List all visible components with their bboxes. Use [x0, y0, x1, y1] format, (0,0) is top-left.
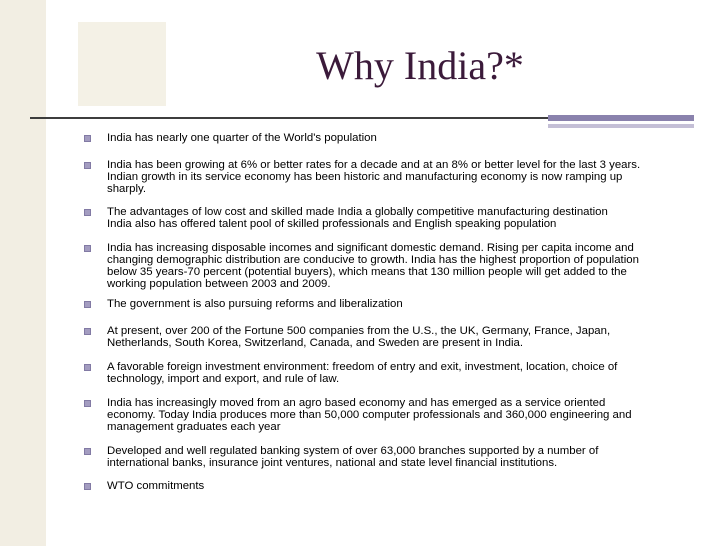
- bullet-text: India has increasing disposable incomes and significant domestic demand. Rising per capita income and changing demographic distribution are conducive to growth. India has the highest proportion of population below 35 years-70 percent (potential buyers), which means that 130 million people will get added to the working population between 2003 and 2009.: [107, 242, 639, 290]
- bullet-square-icon: [84, 364, 91, 371]
- bullet-text: India has increasingly moved from an agro based economy and has emerged as a service oriented economy. Today India produces more than 50,000 computer professionals and 360,000 engineering and management graduates each year: [107, 397, 632, 433]
- bullet-square-icon: [84, 135, 91, 142]
- bullet-square-icon: [84, 483, 91, 490]
- bullet-text: At present, over 200 of the Fortune 500 companies from the U.S., the UK, Germany, France, Japan, Netherlands, South Korea, Switzerland, Canada, and Sweden are present in India.: [107, 325, 611, 349]
- bullet-text: A favorable foreign investment environment: freedom of entry and exit, investment, location, choice of technology, import and export, and rule of law.: [107, 361, 618, 385]
- bullet-square-icon: [84, 245, 91, 252]
- bullet-text: India has been growing at 6% or better rates for a decade and at an 8% or better level for the last 3 years. Indian growth in its service economy has been historic and manufacturing economy is now ramping up sharply.: [107, 159, 641, 195]
- bullet-text: The advantages of low cost and skilled made India a globally competitive manufacturing destination India also has offered talent pool of skilled professionals and English speaking population: [107, 206, 608, 230]
- bullet-square-icon: [84, 400, 91, 407]
- bullet-square-icon: [84, 162, 91, 169]
- bullet-text: India has nearly one quarter of the World's population: [107, 132, 377, 144]
- bullet-square-icon: [84, 328, 91, 335]
- bullet-text: Developed and well regulated banking system of over 63,000 branches supported by a number of international banks, insurance joint ventures, national and state level financial institutions.: [107, 445, 599, 469]
- bullet-square-icon: [84, 209, 91, 216]
- bullet-square-icon: [84, 448, 91, 455]
- bullet-square-icon: [84, 301, 91, 308]
- slide-title: Why India?*: [316, 43, 524, 88]
- bullet-text: WTO commitments: [107, 480, 205, 492]
- bullet-text: The government is also pursuing reforms and liberalization: [107, 298, 403, 310]
